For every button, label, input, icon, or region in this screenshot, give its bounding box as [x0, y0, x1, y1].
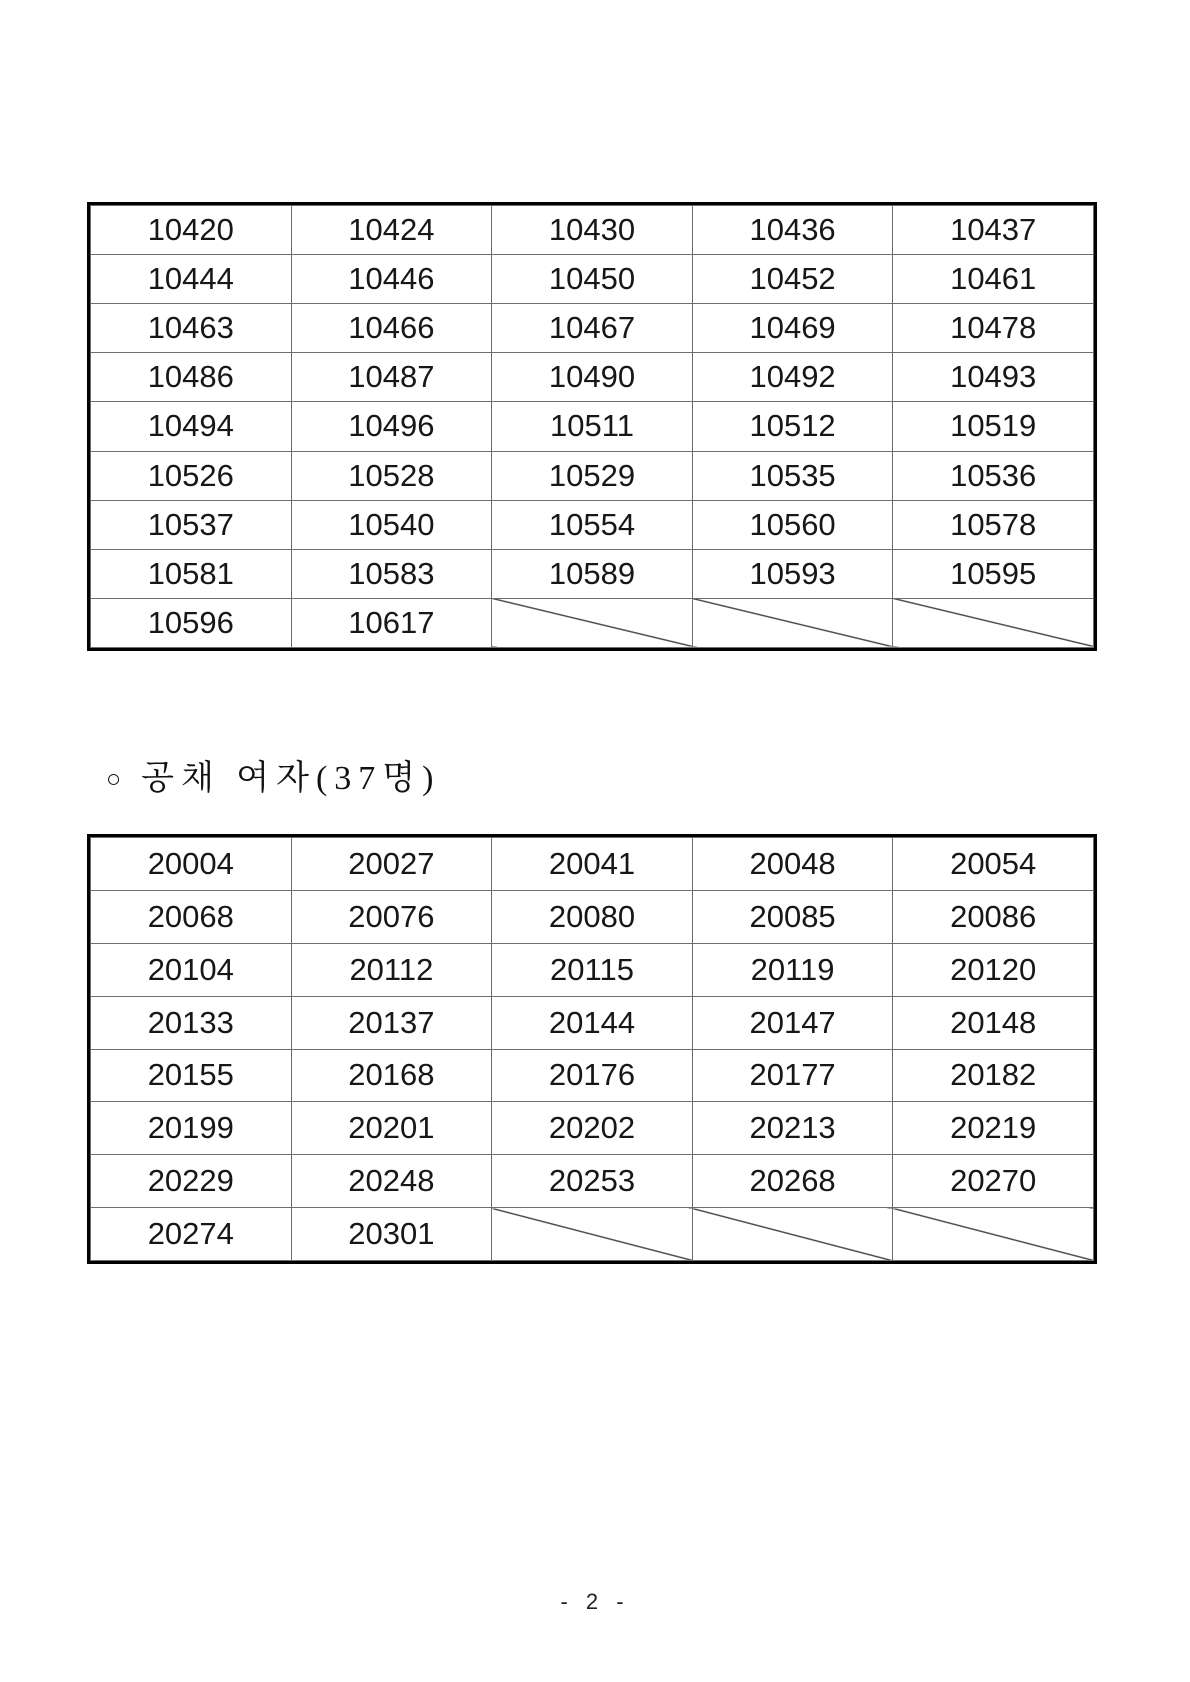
table-row: [91, 996, 1094, 1049]
empty-diagonal-cell: [893, 1208, 1094, 1261]
candidate-number-cell: 10560: [692, 500, 893, 549]
candidate-number-cell: 20253: [492, 1155, 693, 1208]
candidate-number-cell: 20148: [893, 996, 1094, 1049]
candidate-number-table-upper: [87, 202, 1097, 651]
table-row: [91, 1155, 1094, 1208]
table-row: [91, 451, 1094, 500]
candidate-number-cell: 20301: [291, 1208, 492, 1261]
empty-diagonal-cell: [692, 1208, 893, 1261]
candidate-number-cell: 20201: [291, 1102, 492, 1155]
candidate-number-cell: 10496: [291, 402, 492, 451]
page-number: - 2 -: [560, 1589, 630, 1614]
candidate-number-cell: 10452: [692, 255, 893, 304]
candidate-number-cell: 10487: [291, 353, 492, 402]
candidate-number-cell: 20054: [893, 838, 1094, 891]
table-row: [91, 1208, 1094, 1261]
table-row: [91, 549, 1094, 598]
candidate-number-cell: 10595: [893, 549, 1094, 598]
candidate-number-cell: 20182: [893, 1049, 1094, 1102]
candidate-number-cell: 10467: [492, 304, 693, 353]
candidate-number-cell: 20176: [492, 1049, 693, 1102]
candidate-number-cell: 10526: [91, 451, 292, 500]
candidate-number-table-female: [87, 834, 1097, 1264]
candidate-number-cell: 10581: [91, 549, 292, 598]
candidate-number-cell: 10493: [893, 353, 1094, 402]
candidate-number-cell: 20274: [91, 1208, 292, 1261]
candidate-number-cell: 10490: [492, 353, 693, 402]
candidate-number-cell: 20080: [492, 890, 693, 943]
candidate-number-cell: 20027: [291, 838, 492, 891]
candidate-number-cell: 20119: [692, 943, 893, 996]
candidate-number-cell: 20112: [291, 943, 492, 996]
candidate-number-cell: 10430: [492, 206, 693, 255]
candidate-number-cell: 20048: [692, 838, 893, 891]
candidate-number-cell: 10486: [91, 353, 292, 402]
candidate-number-cell: 10424: [291, 206, 492, 255]
roster-table-female: [90, 837, 1094, 1261]
candidate-number-cell: 20229: [91, 1155, 292, 1208]
candidate-number-cell: 10420: [91, 206, 292, 255]
candidate-number-cell: 20120: [893, 943, 1094, 996]
candidate-number-cell: 20041: [492, 838, 693, 891]
candidate-number-cell: 20202: [492, 1102, 693, 1155]
candidate-number-cell: 10554: [492, 500, 693, 549]
candidate-number-cell: 20076: [291, 890, 492, 943]
candidate-number-cell: 20085: [692, 890, 893, 943]
candidate-number-cell: 10463: [91, 304, 292, 353]
candidate-number-cell: 10466: [291, 304, 492, 353]
candidate-number-cell: 10596: [91, 598, 292, 647]
candidate-number-cell: 20177: [692, 1049, 893, 1102]
candidate-number-cell: 10578: [893, 500, 1094, 549]
candidate-number-cell: 20144: [492, 996, 693, 1049]
table-row: [91, 598, 1094, 647]
candidate-number-cell: 10540: [291, 500, 492, 549]
table-row: [91, 304, 1094, 353]
candidate-number-cell: 10478: [893, 304, 1094, 353]
candidate-number-cell: 20133: [91, 996, 292, 1049]
table-row: [91, 500, 1094, 549]
section-title: 공채 여자(37명): [141, 760, 441, 797]
table-row: [91, 890, 1094, 943]
table-row: [91, 353, 1094, 402]
candidate-number-cell: 10437: [893, 206, 1094, 255]
candidate-number-cell: 20213: [692, 1102, 893, 1155]
candidate-number-cell: 20104: [91, 943, 292, 996]
candidate-number-cell: 10583: [291, 549, 492, 598]
candidate-number-cell: 20219: [893, 1102, 1094, 1155]
candidate-number-cell: 20004: [91, 838, 292, 891]
candidate-number-cell: 10461: [893, 255, 1094, 304]
candidate-number-cell: 20155: [91, 1049, 292, 1102]
candidate-number-cell: 10469: [692, 304, 893, 353]
candidate-number-cell: 20086: [893, 890, 1094, 943]
empty-diagonal-cell: [692, 598, 893, 647]
candidate-number-cell: 10589: [492, 549, 693, 598]
candidate-number-cell: 10492: [692, 353, 893, 402]
empty-diagonal-cell: [893, 598, 1094, 647]
candidate-number-cell: 20248: [291, 1155, 492, 1208]
candidate-number-cell: 20147: [692, 996, 893, 1049]
empty-diagonal-cell: [492, 1208, 693, 1261]
table-row: [91, 943, 1094, 996]
candidate-number-cell: 10436: [692, 206, 893, 255]
table-row: [91, 1049, 1094, 1102]
circle-bullet-icon: ○: [106, 765, 122, 793]
table-row: [91, 838, 1094, 891]
candidate-number-cell: 10446: [291, 255, 492, 304]
table-row: [91, 1102, 1094, 1155]
roster-table-upper: [90, 205, 1094, 648]
table-row: [91, 206, 1094, 255]
candidate-number-cell: 10450: [492, 255, 693, 304]
candidate-number-cell: 10536: [893, 451, 1094, 500]
candidate-number-cell: 10593: [692, 549, 893, 598]
candidate-number-cell: 10535: [692, 451, 893, 500]
candidate-number-cell: 20268: [692, 1155, 893, 1208]
candidate-number-cell: 20199: [91, 1102, 292, 1155]
candidate-number-cell: 20137: [291, 996, 492, 1049]
candidate-number-cell: 10617: [291, 598, 492, 647]
candidate-number-cell: 10529: [492, 451, 693, 500]
candidate-number-cell: 10537: [91, 500, 292, 549]
candidate-number-cell: 10494: [91, 402, 292, 451]
candidate-number-cell: 10444: [91, 255, 292, 304]
table-row: [91, 402, 1094, 451]
candidate-number-cell: 10519: [893, 402, 1094, 451]
candidate-number-cell: 10511: [492, 402, 693, 451]
candidate-number-cell: 10512: [692, 402, 893, 451]
table-row: [91, 255, 1094, 304]
section-heading: [106, 762, 440, 796]
candidate-number-cell: 20168: [291, 1049, 492, 1102]
candidate-number-cell: 20115: [492, 943, 693, 996]
candidate-number-cell: 10528: [291, 451, 492, 500]
empty-diagonal-cell: [492, 598, 693, 647]
candidate-number-cell: 20270: [893, 1155, 1094, 1208]
candidate-number-cell: 20068: [91, 890, 292, 943]
